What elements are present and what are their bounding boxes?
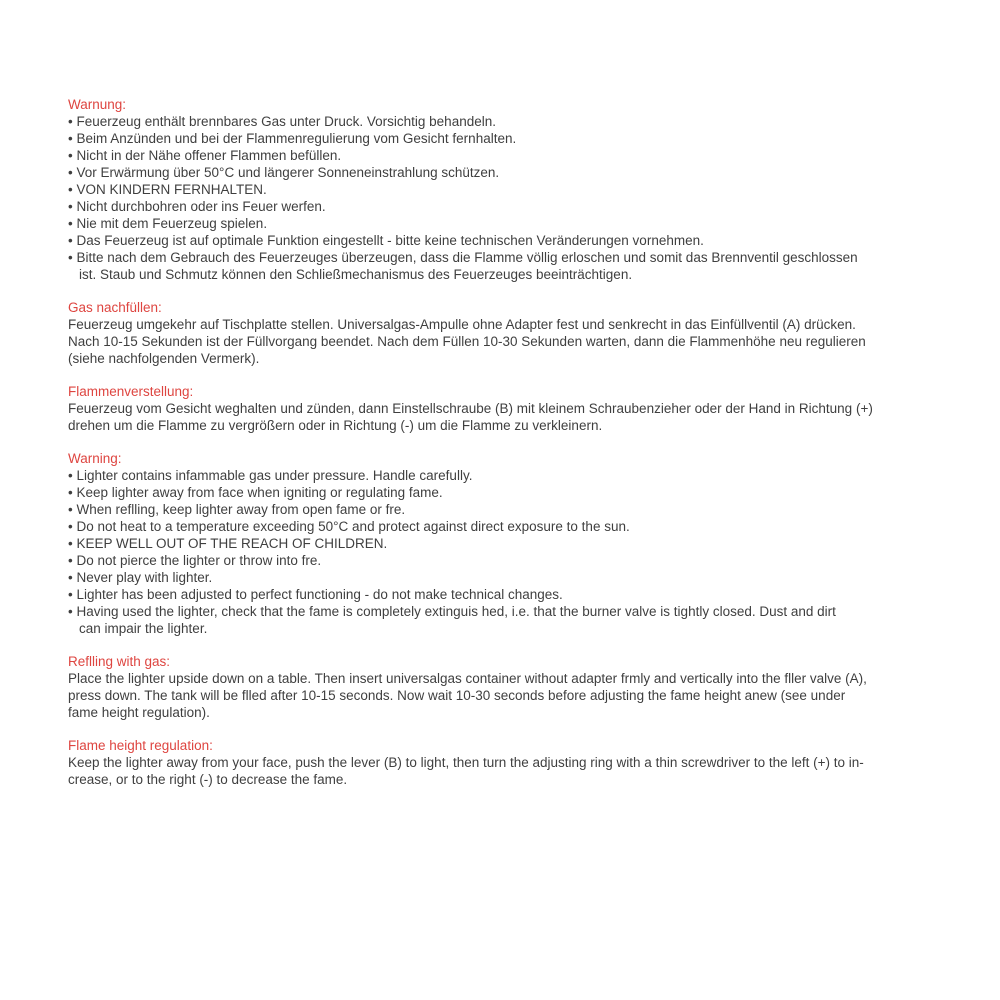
section-heading: Reflling with gas:: [68, 654, 171, 669]
document-content: [68, 96, 948, 804]
bullet-item: • Having used the lighter, check that the fame is completely extinguis hed, i.e. that the burner valve is tightly closed. Dust and dirt: [68, 604, 836, 619]
bullet-item: • Lighter contains infammable gas under pressure. Handle carefully.: [68, 468, 473, 483]
section-reflling-with-gas: [68, 653, 948, 721]
bullet-item: • Do not pierce the lighter or throw into fre.: [68, 553, 322, 568]
paragraph-line: Keep the lighter away from your face, push the lever (B) to light, then turn the adjusting ring with a thin screwdriver to the left (+) to in-: [68, 755, 864, 770]
section-warning: [68, 450, 948, 637]
paragraph-line: Nach 10-15 Sekunden ist der Füllvorgang beendet. Nach dem Füllen 10-30 Sekunden warten, dann die Flammenhöhe neu regulieren: [68, 334, 866, 349]
bullet-item: • Lighter has been adjusted to perfect functioning - do not make technical changes.: [68, 587, 563, 602]
section-warnung: [68, 96, 948, 283]
bullet-item: • Keep lighter away from face when igniting or regulating fame.: [68, 485, 443, 500]
bullet-item: • When reflling, keep lighter away from open fame or fre.: [68, 502, 406, 517]
paragraph-line: drehen um die Flamme zu vergrößern oder in Richtung (-) um die Flamme zu verkleinern.: [68, 418, 603, 433]
bullet-item: • Nie mit dem Feuerzeug spielen.: [68, 216, 268, 231]
section-flame-height-regulation: [68, 737, 948, 788]
bullet-item-continuation: can impair the lighter.: [79, 621, 208, 636]
paragraph-line: fame height regulation).: [68, 705, 210, 720]
bullet-item: • Never play with lighter.: [68, 570, 213, 585]
bullet-item: • Beim Anzünden und bei der Flammenregulierung vom Gesicht fernhalten.: [68, 131, 517, 146]
section-heading: Flammenverstellung:: [68, 384, 194, 399]
bullet-item: • KEEP WELL OUT OF THE REACH OF CHILDREN.: [68, 536, 388, 551]
bullet-item: • Vor Erwärmung über 50°C und längerer Sonneneinstrahlung schützen.: [68, 165, 500, 180]
paragraph-line: Place the lighter upside down on a table. Then insert universalgas container without adapter frmly and vertically into the fller valve (A),: [68, 671, 867, 686]
section-flammenverstellung: [68, 383, 948, 434]
bullet-item: • Nicht in der Nähe offener Flammen befüllen.: [68, 148, 342, 163]
section-heading: Gas nachfüllen:: [68, 300, 162, 315]
section-heading: Flame height regulation:: [68, 738, 213, 753]
section-gas-nachfuellen: [68, 299, 948, 367]
bullet-item: • Bitte nach dem Gebrauch des Feuerzeuges überzeugen, dass die Flamme völlig erloschen und somit das Brennventil geschlossen: [68, 250, 858, 265]
bullet-item: • Do not heat to a temperature exceeding 50°C and protect against direct exposure to the sun.: [68, 519, 630, 534]
bullet-item: • Das Feuerzeug ist auf optimale Funktion eingestellt - bitte keine technischen Veränderungen vornehmen.: [68, 233, 704, 248]
section-heading: Warnung:: [68, 97, 127, 112]
section-heading: Warning:: [68, 451, 122, 466]
paragraph-line: (siehe nachfolgenden Vermerk).: [68, 351, 260, 366]
bullet-item: • VON KINDERN FERNHALTEN.: [68, 182, 267, 197]
bullet-item-continuation: ist. Staub und Schmutz können den Schließmechanismus des Feuerzeuges beeinträchtigen.: [79, 267, 633, 282]
paragraph-line: crease, or to the right (-) to decrease the fame.: [68, 772, 348, 787]
paragraph-line: Feuerzeug vom Gesicht weghalten und zünden, dann Einstellschraube (B) mit kleinem Schraubenzieher oder der Hand in Richtung (+): [68, 401, 873, 416]
bullet-item: • Feuerzeug enthält brennbares Gas unter Druck. Vorsichtig behandeln.: [68, 114, 496, 129]
paragraph-line: press down. The tank will be flled after 10-15 seconds. Now wait 10-30 seconds before adjusting the fame height anew (see under: [68, 688, 846, 703]
bullet-item: • Nicht durchbohren oder ins Feuer werfen.: [68, 199, 326, 214]
paragraph-line: Feuerzeug umgekehr auf Tischplatte stellen. Universalgas-Ampulle ohne Adapter fest und senkrecht in das Einfüllventil (A) drücken.: [68, 317, 856, 332]
